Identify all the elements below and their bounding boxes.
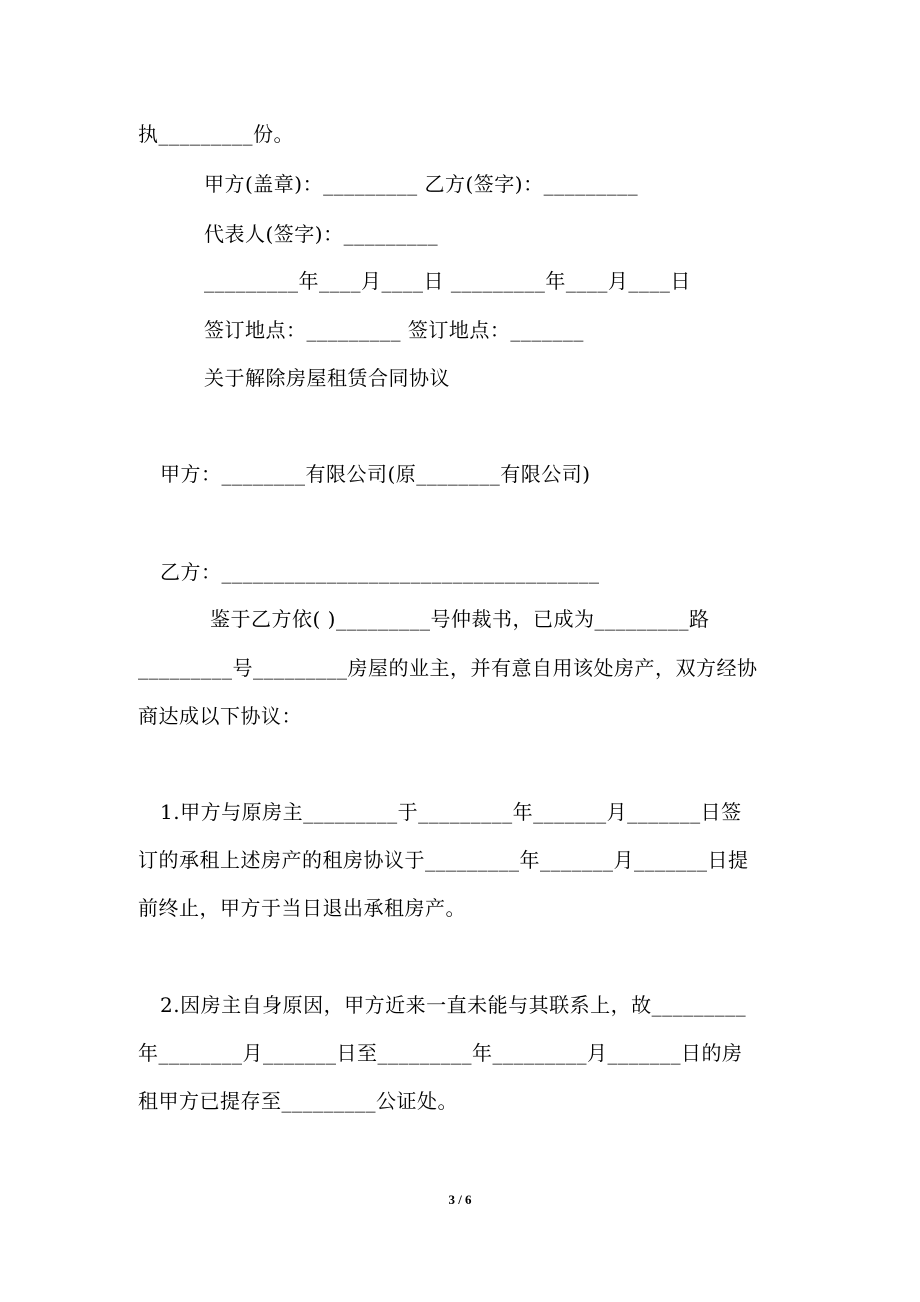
- text-line: _________号_________房屋的业主，并有意自用该处房产，双方经协: [138, 656, 758, 680]
- section-title: 关于解除房屋租赁合同协议: [204, 366, 450, 390]
- text-line: 1.甲方与原房主_________于_________年_______月_______日签: [160, 800, 742, 824]
- text-line: 商达成以下协议：: [138, 704, 302, 728]
- text-line: _________年____月____日 _________年____月____日: [204, 269, 691, 293]
- text-line: 年________月_______日至_________年_________月_______日的房: [138, 1041, 743, 1065]
- text-line: 租甲方已提存至_________公证处。: [138, 1089, 458, 1113]
- text-line: 甲方(盖章)：_________ 乙方(签字)：_________: [204, 172, 639, 196]
- text-line: 执_________份。: [138, 122, 294, 146]
- text-line: 甲方：________有限公司(原________有限公司): [160, 462, 591, 486]
- text-line: 乙方：____________________________________: [160, 560, 600, 584]
- page-number: 3 / 6: [448, 1192, 472, 1207]
- text-line: 2.因房主自身原因，甲方近来一直未能与其联系上，故_________: [160, 993, 747, 1017]
- text-line: 鉴于乙方依( )_________号仲裁书，已成为_________路: [210, 607, 710, 631]
- text-line: 前终止，甲方于当日退出承租房产。: [138, 896, 466, 920]
- text-line: 订的承租上述房产的租房协议于_________年_______月_______日提: [138, 848, 749, 872]
- text-line: 签订地点：_________ 签订地点：_______: [204, 318, 584, 342]
- text-line: 代表人(签字)：_________: [204, 222, 439, 246]
